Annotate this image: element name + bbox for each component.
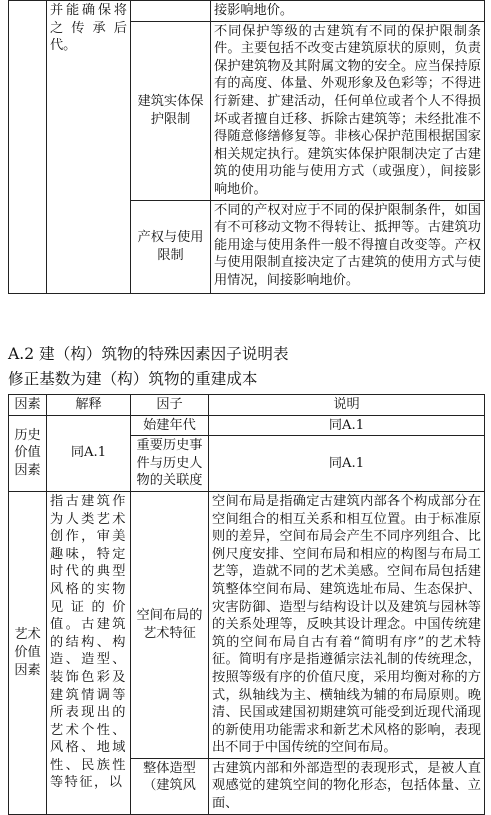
- desc-text: 接影响地价。: [214, 3, 294, 18]
- header-desc: 说明: [209, 395, 485, 416]
- explain-text: 并能确保将之传承后代。: [50, 3, 127, 54]
- explain-art: 指古建筑作为人类艺术创作，审美趣味，特定时代的典型风格的实物见证的价值。古建筑的结构、构造、造型、装饰色彩及建筑情调等所表现出的艺术个性、风格、地域性、民族性等特征，以: [47, 491, 131, 814]
- header-item: 因子: [131, 395, 209, 416]
- protection-table: [8, 0, 485, 294]
- header-explain: 解释: [47, 395, 131, 416]
- factor-history: 历史价值因素: [9, 415, 47, 491]
- table-row: [9, 491, 485, 758]
- item-overall-form: 整体造型（建筑风: [131, 758, 209, 814]
- item-historic-relation: 重要历史事件与历史人物的关联度: [131, 436, 209, 492]
- factor-property-rights: 产权与使用限制: [137, 229, 204, 263]
- factor-art: 艺术价值因素: [9, 491, 47, 814]
- table-row: [9, 415, 485, 436]
- table-row: [9, 1, 485, 22]
- desc-property-rights: 不同的产权对应于不同的保护限制条件，如国有不可移动文物不得转让、抵押等。古建筑功能用途与使用条件一般不得擅自改变等。产权与使用限制直接决定了古建筑的使用方式与使用情况，间接影响地价。: [214, 202, 481, 288]
- desc-building-protection: 不同保护等级的古建筑有不同的保护限制条件。主要包括不改变古建筑原状的原则，负责保护建筑物及其附属文物的安全。应当保持原有的高度、体量、外观形象及色彩等；不得进行新建、扩建活动，任何单位或者个人不得损坏或者擅自迁移、拆除古建筑等；未经批准不得随意修缮修复等。非核心保护范围根据国家相关规定执行。建筑实体保护限制决定了古建筑的使用功能与使用方式（或强度），间接影响地价。: [214, 23, 481, 197]
- explain-history: 同A.1: [47, 415, 131, 491]
- factor-cell: [131, 21, 211, 200]
- section-title: A.2 建（构）筑物的特殊因素因子说明表: [8, 345, 289, 363]
- header-factor: 因素: [9, 395, 47, 416]
- factor-cell: [131, 200, 211, 293]
- desc-cell: [211, 200, 485, 293]
- section-subtitle: 修正基数为建（构）筑物的重建成本: [8, 370, 258, 388]
- factor-building-protection: 建筑实体保护限制: [137, 93, 204, 127]
- item-spatial-layout: 空间布局的艺术特征: [131, 491, 209, 758]
- item-founding-era: 始建年代: [131, 415, 209, 436]
- desc-cell: [211, 21, 485, 200]
- desc-historic-relation: 同A.1: [209, 436, 485, 492]
- special-factors-table: [8, 394, 485, 815]
- table-header-row: [9, 395, 485, 416]
- empty-cell: [131, 1, 211, 22]
- empty-cell: [9, 1, 47, 294]
- explain-cell: [47, 1, 131, 294]
- desc-overall-form: 古建筑内部和外部造型的表现形式，是被人直观感觉的建筑空间的物化形态，包括体量、立面、: [209, 758, 485, 814]
- desc-founding-era: 同A.1: [209, 415, 485, 436]
- desc-cell: [211, 1, 485, 22]
- desc-spatial-layout: 空间布局是指确定古建筑内部各个构成部分在空间组合的相互关系和相互位置。由于标准原则的差异，空间布局会产生不同序列组合、比例尺度安排、空间布局和相应的构图与布局工艺等，造就不同的艺术美感。空间布局包括建筑整体空间布局、建筑选址布局、生态保护、灾害防御、造型与结构设计以及建筑与园林等的关系处理等，反映其设计理念。中国传统建筑的空间布局自古有着“简明有序”的艺术特征。简明有序是指遵循宗法礼制的传统理念，按照等级有序的价值尺度，采用均衡对称的方式，纵轴线为主、横轴线为辅的布局原则。晚清、民国或建国初期建筑可能受到近现代涌现的新使用功能需求和新艺术风格的影响，表现出不同于中国传统的空间布局。: [209, 491, 485, 758]
